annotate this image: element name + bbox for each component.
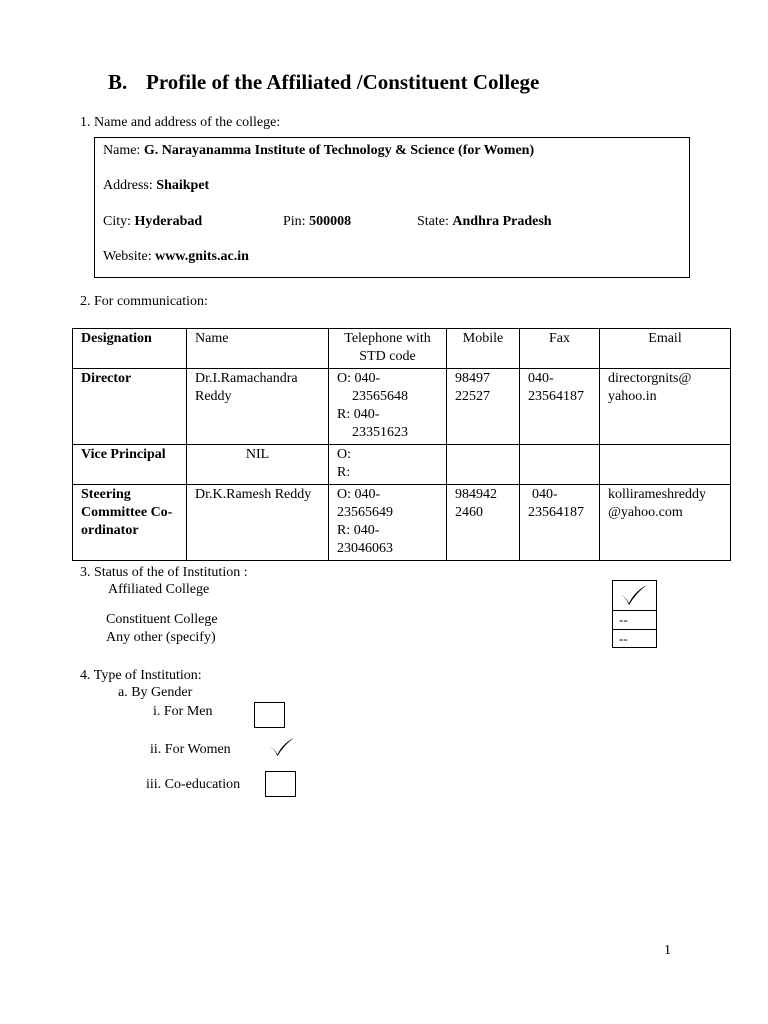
tel-line: R: 040- <box>337 407 380 422</box>
fax-line: 040- <box>532 487 558 502</box>
table-header-row <box>73 329 731 369</box>
for-women-label: ii. For Women <box>150 742 231 757</box>
by-gender-label: a. By Gender <box>118 685 193 700</box>
status-other-label: Any other (specify) <box>106 630 216 645</box>
pin-label: Pin: <box>283 214 310 229</box>
co-education-checkbox[interactable] <box>265 771 296 797</box>
row-director-email <box>600 369 731 445</box>
tel-line: 23565648 <box>352 389 408 404</box>
tel-line: O: 040- <box>337 371 381 386</box>
tel-line: R: <box>337 465 351 480</box>
header-fax: Fax <box>520 329 600 369</box>
table-row <box>73 369 731 445</box>
email-line: directorgnits@ <box>608 371 692 386</box>
row-coordinator-mobile <box>447 485 520 561</box>
status-affiliated-label: Affiliated College <box>108 582 210 597</box>
address-line <box>103 178 209 194</box>
mobile-line: 98497 <box>455 371 490 386</box>
row-director-tel <box>329 369 447 445</box>
header-designation: Designation <box>73 329 187 369</box>
tel-line: 23565649 <box>337 505 393 520</box>
mobile-line: 2460 <box>455 505 483 520</box>
row-director-designation: Director <box>73 369 187 445</box>
table-row <box>73 485 731 561</box>
row-vp-fax <box>520 445 600 485</box>
row-coordinator-name: Dr.K.Ramesh Reddy <box>187 485 329 561</box>
row-director-name: Dr.I.Ramachandra Reddy <box>187 369 329 445</box>
website-line <box>103 249 249 265</box>
state-field <box>417 214 552 230</box>
city-value: Hyderabad <box>134 214 203 229</box>
row-vp-mobile <box>447 445 520 485</box>
mobile-line: 22527 <box>455 389 490 404</box>
email-line: @yahoo.com <box>608 505 683 520</box>
row-coordinator-email <box>600 485 731 561</box>
status-affiliated-box <box>612 580 657 611</box>
email-line: yahoo.in <box>608 389 657 404</box>
section-letter: B. <box>108 70 128 94</box>
website-label: Website: <box>103 249 156 264</box>
communication-table <box>72 328 731 561</box>
status-other-box: -- <box>612 629 657 648</box>
page-number: 1 <box>664 943 671 958</box>
email-line: kollirameshreddy <box>608 487 706 502</box>
table-row <box>73 445 731 485</box>
for-men-label: i. For Men <box>153 704 213 719</box>
header-telephone: Telephone with STD code <box>329 329 447 369</box>
for-men-checkbox[interactable] <box>254 702 285 728</box>
name-line <box>103 143 534 159</box>
row-coordinator-designation: Steering Committee Co-ordinator <box>73 485 187 561</box>
tel-line: R: 040- <box>337 523 380 538</box>
page-title <box>108 70 539 95</box>
address-value: Shaikpet <box>156 178 210 193</box>
city-label: City: <box>103 214 135 229</box>
state-label: State: <box>417 214 453 229</box>
name-label: Name: <box>103 143 144 158</box>
row-director-mobile <box>447 369 520 445</box>
status-constituent-box: -- <box>612 610 657 630</box>
checkmark-icon <box>619 583 649 607</box>
row-vp-name: NIL <box>187 445 329 485</box>
row-vp-designation: Vice Principal <box>73 445 187 485</box>
pin-value: 500008 <box>309 214 352 229</box>
fax-line: 040- <box>528 371 554 386</box>
row-coordinator-tel <box>329 485 447 561</box>
college-name: G. Narayanamma Institute of Technology & Science (for Women) <box>143 143 535 158</box>
row-vp-email <box>600 445 731 485</box>
section-2-label: 2. For communication: <box>80 294 208 309</box>
tel-line: 23351623 <box>352 425 408 440</box>
status-constituent-label: Constituent College <box>106 612 218 627</box>
tel-line: O: 040- <box>337 487 381 502</box>
row-vp-tel <box>329 445 447 485</box>
pin-field <box>283 214 351 230</box>
state-value: Andhra Pradesh <box>452 214 552 229</box>
for-women-checkmark-icon[interactable] <box>268 736 296 758</box>
tel-line: O: <box>337 447 351 462</box>
section-4-label: 4. Type of Institution: <box>80 668 202 683</box>
section-3-label: 3. Status of the of Institution : <box>80 565 248 580</box>
row-coordinator-fax <box>520 485 600 561</box>
header-mobile: Mobile <box>447 329 520 369</box>
tel-line: 23046063 <box>337 541 393 556</box>
fax-line: 23564187 <box>528 505 584 520</box>
college-address-box <box>94 137 690 278</box>
row-director-fax <box>520 369 600 445</box>
city-field <box>103 214 202 230</box>
co-education-label: iii. Co-education <box>146 777 241 792</box>
header-email: Email <box>600 329 731 369</box>
header-name: Name <box>187 329 329 369</box>
section-1-label: 1. Name and address of the college: <box>80 115 281 130</box>
website-value: www.gnits.ac.in <box>155 249 249 264</box>
fax-line: 23564187 <box>528 389 584 404</box>
section-title: Profile of the Affiliated /Constituent College <box>146 70 540 94</box>
address-label: Address: <box>103 178 157 193</box>
mobile-line: 984942 <box>455 487 497 502</box>
